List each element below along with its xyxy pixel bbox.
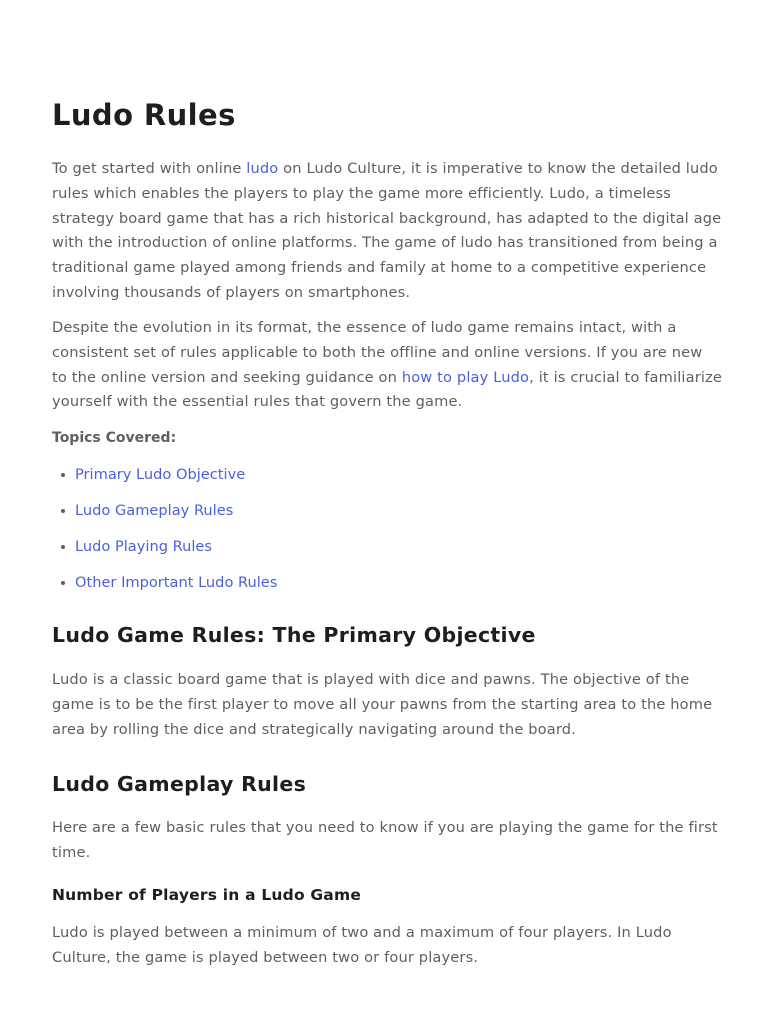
section-heading-primary-objective: Ludo Game Rules: The Primary Objective	[52, 623, 536, 647]
page-title: Ludo Rules	[52, 98, 236, 132]
topic-link-playing-rules[interactable]: Ludo Playing Rules	[75, 538, 212, 555]
how-to-play-link[interactable]: how to play Ludo	[401, 368, 530, 386]
intro-paragraph	[52, 157, 722, 306]
ludo-link[interactable]: ludo	[246, 160, 279, 177]
list-item	[75, 535, 277, 571]
second-paragraph	[52, 316, 722, 415]
section-primary-objective-text: Ludo is a classic board game that is played with dice and pawns. The objective of the game is to be the first player to move all your pawns from the starting area to the home area by rolling the dice and strategically navigating around the board.	[52, 671, 713, 738]
topics-list	[52, 463, 277, 607]
list-item	[75, 499, 277, 535]
list-item	[75, 571, 277, 607]
section-heading-gameplay-rules: Ludo Gameplay Rules	[52, 772, 307, 796]
intro-text-end: on Ludo Culture, it is imperative to know the detailed ludo rules which enables the players to play the game more efficiently. Ludo, a timeless strategy board game that has a rich historical background, has adapted to the digital age with the introduction of online platforms. The game of ludo has transitioned from being a traditional game played among friends and family at home to a competitive experience involving thousands of players on smartphones.	[52, 160, 722, 301]
topic-link-gameplay-rules[interactable]: Ludo Gameplay Rules	[75, 502, 234, 519]
para2-text-end: , it is crucial to familiarize yourself with the essential rules that govern the game.	[52, 368, 722, 411]
topics-covered-label: Topics Covered:	[52, 430, 177, 446]
subheading-number-of-players: Number of Players in a Ludo Game	[52, 886, 362, 904]
intro-text-start: To get started with online	[52, 160, 247, 177]
section-gameplay-rules-text: Here are a few basic rules that you need to know if you are playing the game for the first time.	[52, 819, 718, 861]
topic-link-primary-objective[interactable]: Primary Ludo Objective	[75, 466, 246, 483]
para2-text-start: Despite the evolution in its format, the essence of ludo game remains intact, with a consistent set of rules applicable to both the offline and online versions. If you are new to the online version and seeking guidance on	[52, 319, 703, 386]
topic-link-other-rules[interactable]: Other Important Ludo Rules	[75, 574, 278, 591]
number-of-players-text: Ludo is played between a minimum of two and a maximum of four players. In Ludo Culture, the game is played between two or four players.	[52, 924, 672, 966]
list-item	[75, 463, 277, 499]
